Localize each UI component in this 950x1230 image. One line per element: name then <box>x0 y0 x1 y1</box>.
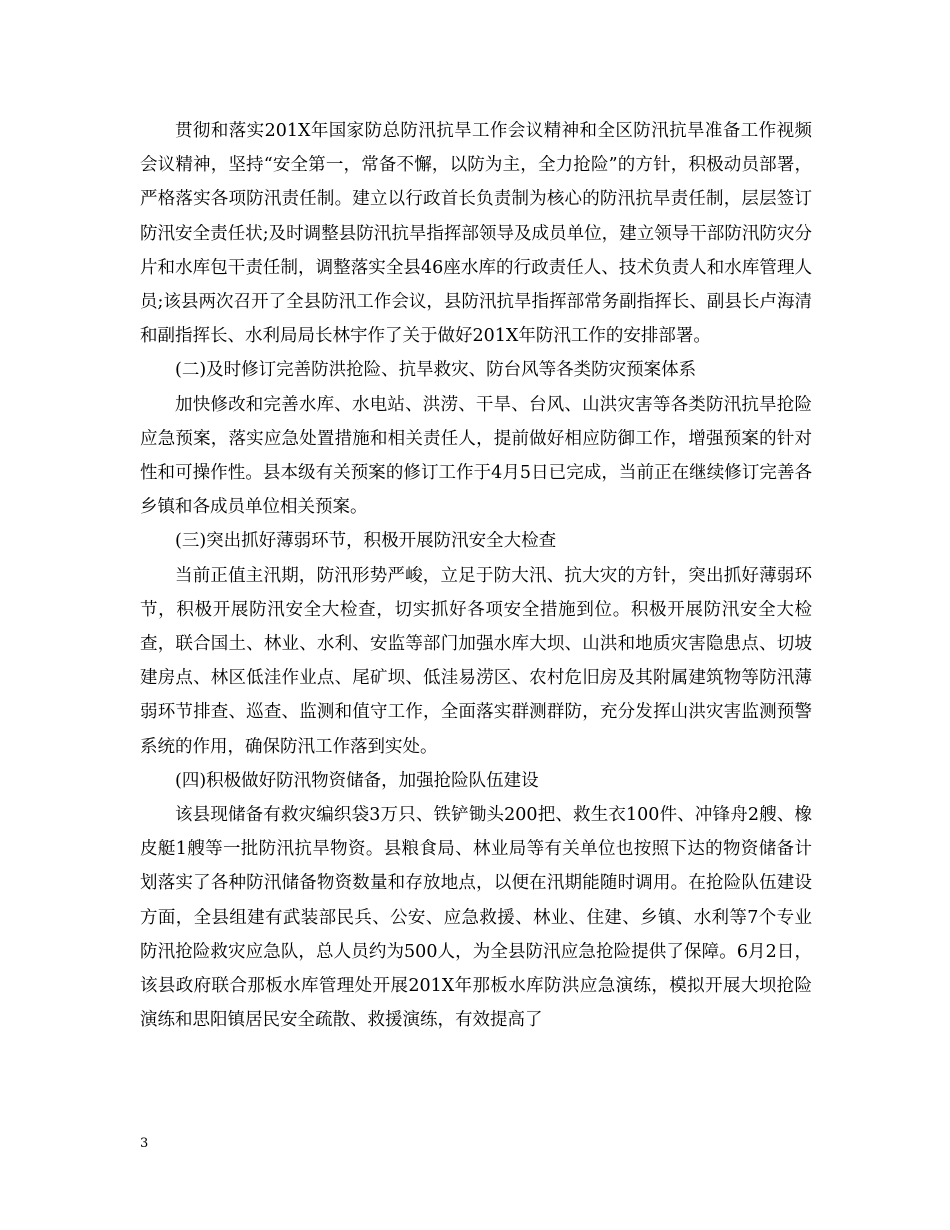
paragraph-safety-inspection: 当前正值主汛期，防汛形势严峻，立足于防大汛、抗大灾的方针，突出抓好薄弱环节，积极开展防汛安全大检查，切实抓好各项安全措施到位。积极开展防汛安全大检查，联合国土、林业、水利、安监等部门加强水库大坝、山洪和地质灾害隐患点、切坡建房点、林区低洼作业点、尾矿坝、低洼易涝区、农村危旧房及其附属建筑物等防汛薄弱环节排查、巡查、监测和值守工作，全面落实群测群防，充分发挥山洪灾害监测预警系统的作用，确保防汛工作落到实处。 <box>140 565 812 757</box>
section-heading-2: (二)及时修订完善防洪抢险、抗旱救灾、防台风等各类防灾预案体系 <box>175 360 697 381</box>
paragraph-responsibility-system: 贯彻和落实201X年国家防总防汛抗旱工作会议精神和全区防汛抗旱准备工作视频会议精神，坚持“安全第一，常备不懈，以防为主，全力抢险”的方针，积极动员部署，严格落实各项防汛责任制。建立以行政首长负责制为核心的防汛抗旱责任制，层层签订防汛安全责任状;及时调整县防汛抗旱指挥部领导及成员单位，建立领导干部防汛防灾分片和水库包干责任制，调整落实全县46座水库的行政责任人、技术负责人和水库管理人员;该县两次召开了全县防汛工作会议，县防汛抗旱指挥部常务副指挥长、副县长卢海清和副指挥长、水利局局长林宇作了关于做好201X年防汛工作的安排部署。 <box>140 121 812 347</box>
section-heading-4: (四)积极做好防汛物资储备，加强抢险队伍建设 <box>175 770 539 791</box>
section-heading-3: (三)突出抓好薄弱环节，积极开展防汛安全大检查 <box>175 531 557 552</box>
document-body <box>140 114 812 1037</box>
page-number: 3 <box>140 1136 149 1151</box>
paragraph-emergency-plans: 加快修改和完善水库、水电站、洪涝、干旱、台风、山洪灾害等各类防汛抗旱抢险应急预案，落实应急处置措施和相关责任人，提前做好相应防御工作，增强预案的针对性和可操作性。县本级有关预案的修订工作于4月5日已完成，当前正在继续修订完善各乡镇和各成员单位相关预案。 <box>140 394 812 518</box>
paragraph-materials-and-teams: 该县现储备有救灾编织袋3万只、铁铲锄头200把、救生衣100件、冲锋舟2艘、橡皮艇1艘等一批防汛抗旱物资。县粮食局、林业局等有关单位也按照下达的物资储备计划落实了各种防汛储备物资数量和存放地点，以便在汛期能随时调用。在抢险队伍建设方面，全县组建有武装部民兵、公安、应急救援、林业、住建、乡镇、水利等7个专业防汛抢险救灾应急队，总人员约为500人，为全县防汛应急抢险提供了保障。6月2日，该县政府联合那板水库管理处开展201X年那板水库防洪应急演练，模拟开展大坝抢险演练和思阳镇居民安全疏散、救援演练，有效提高了 <box>140 805 812 1031</box>
